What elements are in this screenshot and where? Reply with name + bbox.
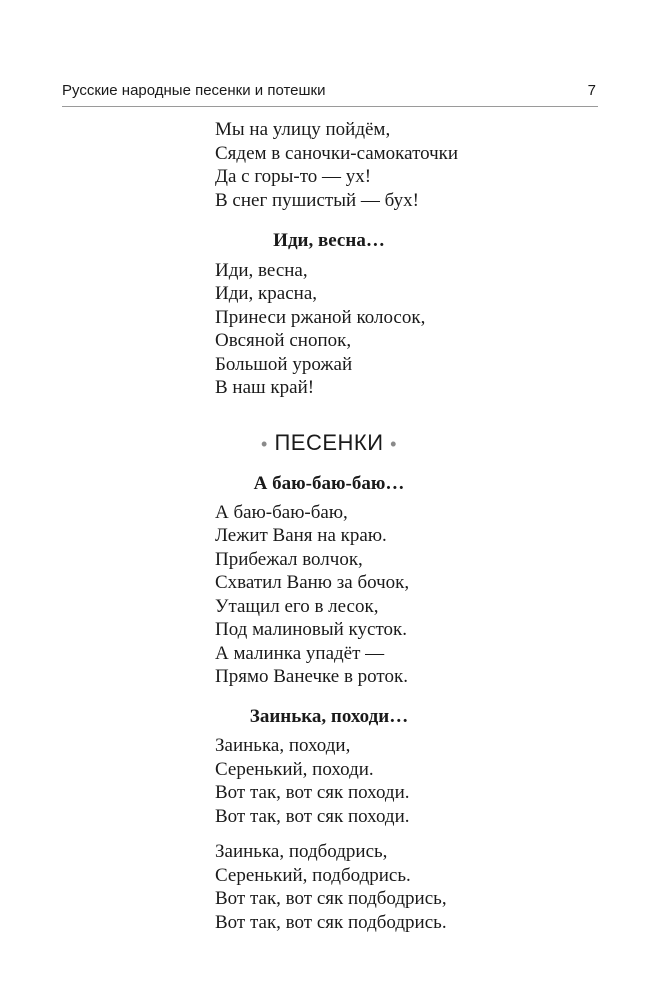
poem-stanza [215, 840, 615, 934]
book-title: Русские народные песенки и потешки [62, 82, 326, 99]
page-content [215, 118, 615, 934]
bullet-icon: • [390, 433, 397, 454]
section-title: ПЕСЕНКИ [274, 429, 384, 455]
poem-stanza [215, 118, 615, 212]
poem-line: Вот так, вот сяк походи. [215, 805, 410, 827]
poem-line: Иди, весна, [215, 259, 308, 281]
poem-line: Лежит Ваня на краю. [215, 525, 387, 546]
poem-line: Принеси ржаной колосок, [215, 306, 426, 328]
page-number: 7 [587, 82, 596, 99]
poem-line: Под малиновый кусток. [215, 619, 407, 640]
poem-line: Заинька, подбодрись, [215, 841, 388, 862]
poem-line: А малинка упадёт — [215, 642, 385, 664]
poem-line: Большой урожай [215, 353, 353, 375]
poem-line: Прямо Ванечке в роток. [215, 666, 408, 687]
poem-title: Иди, весна… [273, 230, 385, 251]
poem-line: Серенький, походи. [215, 758, 374, 780]
section-heading [215, 431, 443, 457]
poem-line: Прибежал волчок, [215, 548, 363, 570]
poem-line: В наш край! [215, 377, 315, 398]
poem-line: Вот так, вот сяк походи. [215, 782, 410, 803]
poem-line: Заинька, походи, [215, 735, 351, 756]
poem-title: Заинька, походи… [249, 705, 409, 727]
running-head [62, 80, 598, 107]
poem-line: В снег пушистый — бух! [215, 189, 419, 211]
poem-line: Иди, красна, [215, 283, 318, 304]
poem-line: Вот так, вот сяк подбодрись, [215, 888, 447, 909]
poem-line: Вот так, вот сяк подбодрись. [215, 911, 447, 933]
poem-line: Мы на улицу пойдём, [215, 119, 391, 140]
poem-line: Утащил его в лесок, [215, 595, 379, 617]
poem-stanza [215, 501, 615, 689]
poem-stanza [215, 259, 615, 400]
poem-line: Схватил Ваню за бочок, [215, 572, 410, 593]
poem-line: Серенький, подбодрись. [215, 864, 411, 886]
poem-title: А баю-баю-баю… [253, 473, 405, 494]
poem-line: Овсяной снопок, [215, 330, 352, 351]
poem-line: А баю-баю-баю, [215, 501, 348, 523]
poem-stanza [215, 734, 615, 828]
bullet-icon: • [261, 433, 268, 454]
poem-line: Сядем в саночки-самокаточки [215, 142, 459, 164]
poem-line: Да с горы-то — ух! [215, 166, 372, 187]
